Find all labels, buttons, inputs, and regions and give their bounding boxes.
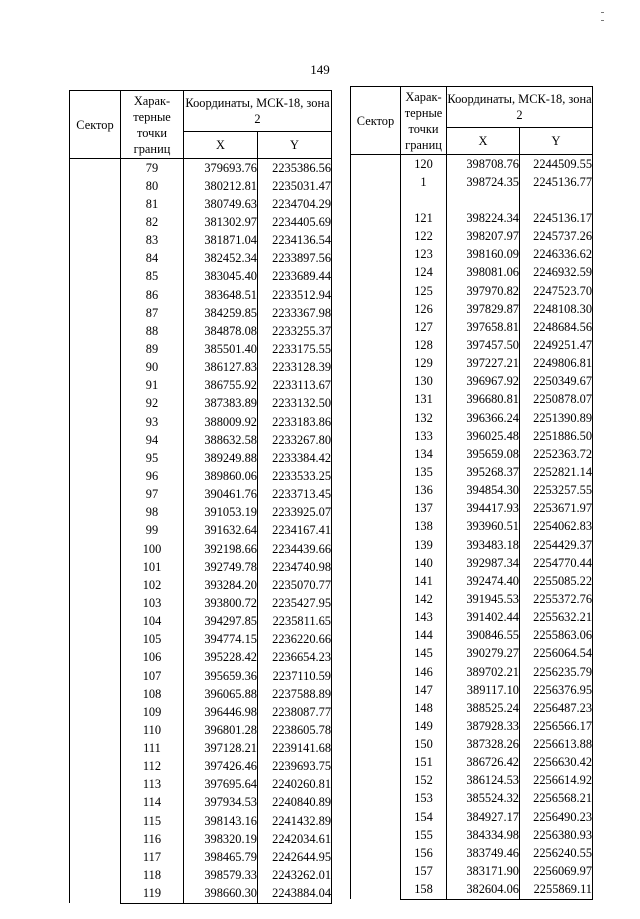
y-coordinate-cell: 2255863.06 [520,627,593,645]
x-coordinate-cell: 396366.24 [447,409,520,427]
point-id-cell: 143 [401,609,447,627]
y-coordinate-cell: 2248684.56 [520,318,593,336]
x-coordinate-cell: 383648.51 [184,286,258,304]
x-coordinate-cell: 397970.82 [447,282,520,300]
x-coordinate-cell: 390461.76 [184,486,258,504]
y-coordinate-cell: 2240260.81 [258,776,332,794]
x-coordinate-cell: 397934.53 [184,794,258,812]
x-coordinate-cell: 382452.34 [184,250,258,268]
point-id-cell: 104 [121,613,184,631]
point-id-cell: 126 [401,300,447,318]
point-id-cell: 84 [121,250,184,268]
y-coordinate-cell: 2233689.44 [258,268,332,286]
y-coordinate-cell: 2256487.23 [520,699,593,717]
x-coordinate-cell: 386726.42 [447,754,520,772]
y-coordinate-cell: 2244509.55 [520,155,593,174]
x-coordinate-cell: 389860.06 [184,467,258,485]
point-id-cell: 82 [121,213,184,231]
x-coordinate-cell: 391945.53 [447,590,520,608]
coordinates-table-left [69,90,332,904]
point-id-cell: 152 [401,772,447,790]
sector-cell [351,155,401,900]
x-coordinate-cell: 389249.88 [184,449,258,467]
y-header: Y [520,128,593,155]
x-coordinate-cell: 393284.20 [184,576,258,594]
x-coordinate-cell: 380749.63 [184,195,258,213]
x-coordinate-cell: 393800.72 [184,594,258,612]
point-id-cell: 132 [401,409,447,427]
point-id-cell: 92 [121,395,184,413]
x-coordinate-cell: 390846.55 [447,627,520,645]
x-coordinate-cell: 383171.90 [447,862,520,880]
y-coordinate-cell: 2256380.93 [520,826,593,844]
x-coordinate-cell: 398579.33 [184,866,258,884]
x-coordinate-cell: 391402.44 [447,609,520,627]
y-coordinate-cell: 2235070.77 [258,576,332,594]
y-coordinate-cell: 2256568.21 [520,790,593,808]
y-coordinate-cell: 2233255.37 [258,322,332,340]
y-coordinate-cell: 2256490.23 [520,808,593,826]
point-id-cell: 156 [401,844,447,862]
point-id-cell: 131 [401,391,447,409]
point-id-cell: 139 [401,536,447,554]
sector-cell [70,159,121,904]
x-coordinate-cell: 390279.27 [447,645,520,663]
y-coordinate-cell: 2236220.66 [258,631,332,649]
x-coordinate-cell: 394417.93 [447,500,520,518]
x-coordinate-cell: 397658.81 [447,318,520,336]
x-coordinate-cell: 398081.06 [447,264,520,282]
y-coordinate-cell: 2233897.56 [258,250,332,268]
y-coordinate-cell: 2241432.89 [258,812,332,830]
y-header: Y [258,132,332,159]
x-coordinate-cell: 396065.88 [184,685,258,703]
x-coordinate-cell: 394297.85 [184,613,258,631]
point-id-cell: 111 [121,740,184,758]
y-coordinate-cell: 2245136.17 [520,209,593,227]
point-id-cell: 103 [121,594,184,612]
point-id-cell: 123 [401,246,447,264]
x-coordinate-cell: 397457.50 [447,336,520,354]
point-id-cell: 137 [401,500,447,518]
y-coordinate-cell: 2235031.47 [258,177,332,195]
x-coordinate-cell: 398143.16 [184,812,258,830]
y-coordinate-cell: 2233384.42 [258,449,332,467]
point-id-cell: 142 [401,590,447,608]
x-coordinate-cell: 397227.21 [447,355,520,373]
x-coordinate-cell: 395228.42 [184,649,258,667]
point-id-cell: 144 [401,627,447,645]
point-id-cell: 116 [121,830,184,848]
point-id-cell: 1 [401,173,447,191]
x-coordinate-cell: 387383.89 [184,395,258,413]
y-coordinate-cell: 2256064.54 [520,645,593,663]
x-coordinate-cell: 385501.40 [184,340,258,358]
y-coordinate-cell: 2242644.95 [258,848,332,866]
y-coordinate-cell: 2256630.42 [520,754,593,772]
x-header: X [184,132,258,159]
point-id-cell: 80 [121,177,184,195]
point-id-cell: 86 [121,286,184,304]
point-id-cell: 146 [401,663,447,681]
y-coordinate-cell: 2250349.67 [520,373,593,391]
point-id-cell: 114 [121,794,184,812]
point-id-cell: 101 [121,558,184,576]
y-coordinate-cell: 2233367.98 [258,304,332,322]
sector-header: Сектор [351,87,401,155]
y-coordinate-cell: 2256566.17 [520,717,593,735]
x-coordinate-cell: 389702.21 [447,663,520,681]
x-coordinate-cell: 394854.30 [447,482,520,500]
scan-mark [601,20,604,21]
y-coordinate-cell: 2237110.59 [258,667,332,685]
x-coordinate-cell: 384927.17 [447,808,520,826]
point-id-cell: 95 [121,449,184,467]
y-coordinate-cell: 2234704.29 [258,195,332,213]
y-coordinate-cell: 2252363.72 [520,445,593,463]
y-coordinate-cell: 2233175.55 [258,340,332,358]
y-coordinate-cell: 2242034.61 [258,830,332,848]
x-coordinate-cell: 389117.10 [447,681,520,699]
x-coordinate-cell: 398708.76 [447,155,520,174]
point-id-cell: 94 [121,431,184,449]
x-coordinate-cell: 395659.08 [447,445,520,463]
x-coordinate-cell: 383045.40 [184,268,258,286]
x-coordinate-cell: 381871.04 [184,232,258,250]
y-coordinate-cell: 2256613.88 [520,736,593,754]
y-coordinate-cell: 2235386.56 [258,159,332,178]
y-coordinate-cell: 2237588.89 [258,685,332,703]
x-coordinate-cell: 384334.98 [447,826,520,844]
point-id-cell: 85 [121,268,184,286]
y-coordinate-cell: 2251886.50 [520,427,593,445]
point-id-cell: 120 [401,155,447,174]
coordinates-table-right [350,86,593,900]
point-id-cell: 89 [121,340,184,358]
x-coordinate-cell: 396967.92 [447,373,520,391]
y-coordinate-cell: 2246932.59 [520,264,593,282]
point-id-cell: 148 [401,699,447,717]
x-coordinate-cell: 382604.06 [447,881,520,900]
point-id-cell: 122 [401,228,447,246]
x-coordinate-cell: 385524.32 [447,790,520,808]
y-coordinate-cell: 2254062.83 [520,518,593,536]
y-coordinate-cell: 2238087.77 [258,703,332,721]
y-coordinate-cell: 2248108.30 [520,300,593,318]
point-id-cell: 121 [401,209,447,227]
y-coordinate-cell: 2240840.89 [258,794,332,812]
y-coordinate-cell: 2233132.50 [258,395,332,413]
x-coordinate-cell: 380212.81 [184,177,258,195]
point-id-cell: 98 [121,504,184,522]
x-coordinate-cell: 397128.21 [184,740,258,758]
point-id-cell: 153 [401,790,447,808]
y-coordinate-cell: 2250878.07 [520,391,593,409]
x-coordinate-cell: 392198.66 [184,540,258,558]
y-coordinate-cell: 2233183.86 [258,413,332,431]
point-id-cell: 113 [121,776,184,794]
y-coordinate-cell: 2255632.21 [520,609,593,627]
y-coordinate-cell: 2246336.62 [520,246,593,264]
point-id-cell: 96 [121,467,184,485]
x-coordinate-cell: 386127.83 [184,359,258,377]
x-coordinate-cell: 396025.48 [447,427,520,445]
x-coordinate-cell: 397426.46 [184,758,258,776]
coordinates-header: Координаты, МСК-18, зона 2 [184,91,332,132]
x-coordinate-cell: 391053.19 [184,504,258,522]
point-id-cell: 90 [121,359,184,377]
y-coordinate-cell: 2233128.39 [258,359,332,377]
x-coordinate-cell: 384259.85 [184,304,258,322]
y-coordinate-cell: 2247523.70 [520,282,593,300]
y-coordinate-cell: 2234740.98 [258,558,332,576]
x-coordinate-cell: 386755.92 [184,377,258,395]
point-id-cell: 88 [121,322,184,340]
x-coordinate-cell: 392474.40 [447,572,520,590]
point-id-cell: 136 [401,482,447,500]
x-coordinate-cell: 398160.09 [447,246,520,264]
y-coordinate-cell: 2253671.97 [520,500,593,518]
x-coordinate-cell: 384878.08 [184,322,258,340]
y-coordinate-cell: 2235811.65 [258,613,332,631]
point-id-cell: 105 [121,631,184,649]
point-id-cell: 135 [401,463,447,481]
point-id-cell: 100 [121,540,184,558]
point-id-cell: 127 [401,318,447,336]
point-id-cell: 87 [121,304,184,322]
point-id-cell: 83 [121,232,184,250]
x-coordinate-cell: 388009.92 [184,413,258,431]
y-coordinate-cell: 2239693.75 [258,758,332,776]
point-id-cell: 150 [401,736,447,754]
x-coordinate-cell: 391632.64 [184,522,258,540]
x-coordinate-cell: 398207.97 [447,228,520,246]
x-coordinate-cell: 395659.36 [184,667,258,685]
y-coordinate-cell: 2256240.55 [520,844,593,862]
x-coordinate-cell: 398224.34 [447,209,520,227]
x-coordinate-cell: 396801.28 [184,721,258,739]
x-coordinate-cell: 398465.79 [184,848,258,866]
x-coordinate-cell: 393483.18 [447,536,520,554]
y-coordinate-cell: 2233512.94 [258,286,332,304]
point-id-cell: 149 [401,717,447,735]
table-row [351,155,593,174]
point-id-cell: 81 [121,195,184,213]
y-coordinate-cell: 2233713.45 [258,486,332,504]
x-coordinate-cell: 392987.34 [447,554,520,572]
x-coordinate-cell: 398724.35 [447,173,520,191]
point-id-cell: 125 [401,282,447,300]
x-coordinate-cell: 393960.51 [447,518,520,536]
table-row [70,159,332,178]
y-coordinate-cell: 2251390.89 [520,409,593,427]
point-id-cell: 117 [121,848,184,866]
x-coordinate-cell: 379693.76 [184,159,258,178]
y-coordinate-cell: 2245136.77 [520,173,593,191]
points-header: Харак-терные точки границ [121,91,184,159]
y-coordinate-cell: 2236654.23 [258,649,332,667]
y-coordinate-cell: 2234405.69 [258,213,332,231]
point-id-cell: 157 [401,862,447,880]
y-coordinate-cell: 2238605.78 [258,721,332,739]
point-id-cell: 147 [401,681,447,699]
x-coordinate-cell: 397829.87 [447,300,520,318]
y-coordinate-cell: 2245737.26 [520,228,593,246]
point-id-cell: 130 [401,373,447,391]
y-coordinate-cell [520,191,593,209]
y-coordinate-cell: 2256614.92 [520,772,593,790]
point-id-cell: 112 [121,758,184,776]
point-id-cell: 128 [401,336,447,354]
y-coordinate-cell: 2234167.41 [258,522,332,540]
point-id-cell: 110 [121,721,184,739]
point-id-cell: 124 [401,264,447,282]
y-coordinate-cell: 2249806.81 [520,355,593,373]
x-coordinate-cell: 396446.98 [184,703,258,721]
point-id-cell: 115 [121,812,184,830]
coordinates-body-right [351,155,593,900]
x-coordinate-cell: 386124.53 [447,772,520,790]
y-coordinate-cell: 2253257.55 [520,482,593,500]
point-id-cell: 134 [401,445,447,463]
y-coordinate-cell: 2255869.11 [520,881,593,900]
y-coordinate-cell: 2243884.04 [258,885,332,904]
x-coordinate-cell: 398660.30 [184,885,258,904]
point-id-cell: 140 [401,554,447,572]
y-coordinate-cell: 2252821.14 [520,463,593,481]
y-coordinate-cell: 2256235.79 [520,663,593,681]
point-id-cell: 79 [121,159,184,178]
point-id-cell: 119 [121,885,184,904]
x-coordinate-cell: 388632.58 [184,431,258,449]
point-id-cell [401,191,447,209]
x-coordinate-cell: 383749.46 [447,844,520,862]
point-id-cell: 91 [121,377,184,395]
sector-header: Сектор [70,91,121,159]
point-id-cell: 151 [401,754,447,772]
y-coordinate-cell: 2233267.80 [258,431,332,449]
y-coordinate-cell: 2256069.97 [520,862,593,880]
x-coordinate-cell: 395268.37 [447,463,520,481]
y-coordinate-cell: 2233533.25 [258,467,332,485]
point-id-cell: 133 [401,427,447,445]
y-coordinate-cell: 2254770.44 [520,554,593,572]
y-coordinate-cell: 2239141.68 [258,740,332,758]
y-coordinate-cell: 2233925.07 [258,504,332,522]
point-id-cell: 109 [121,703,184,721]
coordinates-body-left [70,159,332,904]
point-id-cell: 97 [121,486,184,504]
point-id-cell: 106 [121,649,184,667]
y-coordinate-cell: 2234136.54 [258,232,332,250]
point-id-cell: 129 [401,355,447,373]
point-id-cell: 141 [401,572,447,590]
point-id-cell: 158 [401,881,447,900]
x-coordinate-cell: 387328.26 [447,736,520,754]
points-header: Харак-терные точки границ [401,87,447,155]
coordinates-header: Координаты, МСК-18, зона 2 [447,87,593,128]
x-coordinate-cell: 398320.19 [184,830,258,848]
x-header: X [447,128,520,155]
x-coordinate-cell: 388525.24 [447,699,520,717]
point-id-cell: 138 [401,518,447,536]
point-id-cell: 118 [121,866,184,884]
point-id-cell: 154 [401,808,447,826]
x-coordinate-cell: 381302.97 [184,213,258,231]
y-coordinate-cell: 2235427.95 [258,594,332,612]
point-id-cell: 99 [121,522,184,540]
scan-mark [601,12,604,13]
point-id-cell: 155 [401,826,447,844]
y-coordinate-cell: 2255372.76 [520,590,593,608]
point-id-cell: 93 [121,413,184,431]
point-id-cell: 145 [401,645,447,663]
x-coordinate-cell: 394774.15 [184,631,258,649]
point-id-cell: 107 [121,667,184,685]
x-coordinate-cell: 387928.33 [447,717,520,735]
y-coordinate-cell: 2256376.95 [520,681,593,699]
page-number: 149 [310,62,330,77]
x-coordinate-cell: 392749.78 [184,558,258,576]
y-coordinate-cell: 2254429.37 [520,536,593,554]
y-coordinate-cell: 2233113.67 [258,377,332,395]
x-coordinate-cell: 396680.81 [447,391,520,409]
y-coordinate-cell: 2249251.47 [520,336,593,354]
y-coordinate-cell: 2243262.01 [258,866,332,884]
point-id-cell: 108 [121,685,184,703]
point-id-cell: 102 [121,576,184,594]
x-coordinate-cell: 397695.64 [184,776,258,794]
x-coordinate-cell [447,191,520,209]
y-coordinate-cell: 2234439.66 [258,540,332,558]
y-coordinate-cell: 2255085.22 [520,572,593,590]
